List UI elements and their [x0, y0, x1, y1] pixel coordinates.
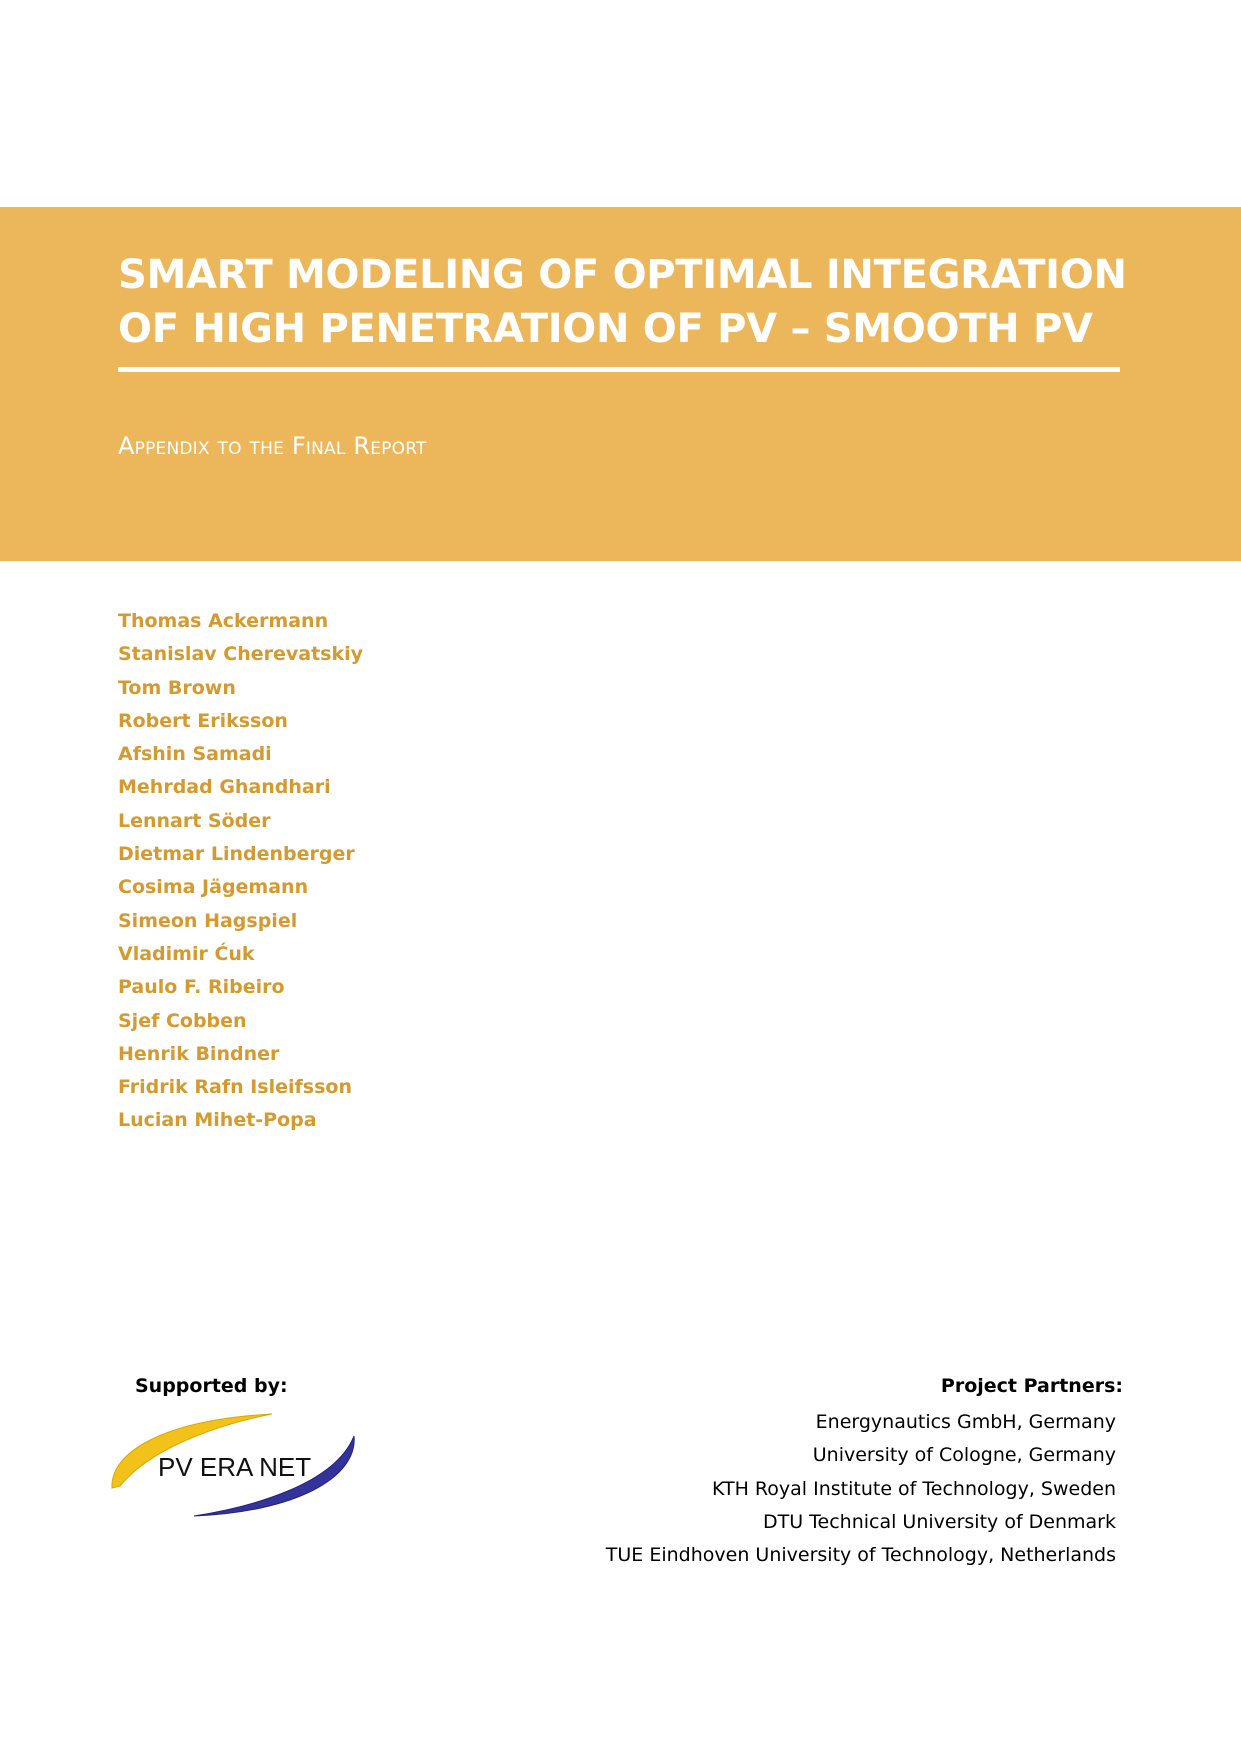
author-name: Mehrdad Ghandhari: [118, 776, 331, 799]
partner-item: TUE Eindhoven University of Technology, Netherlands: [605, 1544, 1116, 1567]
author-name: Henrik Bindner: [118, 1042, 280, 1065]
partner-item: DTU Technical University of Denmark: [762, 1510, 1116, 1533]
report-title: [118, 248, 1128, 356]
author-name: Tom Brown: [118, 676, 236, 699]
supported-by-label: Supported by:: [135, 1375, 288, 1397]
author-name: Dietmar Lindenberger: [118, 843, 355, 866]
author-name: Thomas Ackermann: [118, 610, 329, 632]
author-name: Vladimir Ćuk: [118, 942, 255, 965]
author-name: Afshin Samadi: [118, 743, 272, 766]
author-name: Lucian Mihet-Popa: [118, 1109, 317, 1132]
partner-item: University of Cologne, Germany: [812, 1444, 1116, 1467]
report-subtitle: Appendix to the Final Report: [118, 432, 427, 460]
author-name: Simeon Hagspiel: [118, 909, 298, 932]
logo-text: PV ERA NET: [158, 1452, 312, 1482]
partner-item: KTH Royal Institute of Technology, Sweden: [712, 1477, 1116, 1500]
title-underline-rule: [118, 367, 1120, 372]
report-title-line-2: OF HIGH PENETRATION OF PV – SMOOTH PV: [118, 306, 1093, 352]
author-name: Fridrik Rafn Isleifsson: [118, 1076, 352, 1099]
report-title-line-1: SMART MODELING OF OPTIMAL INTEGRATION: [118, 252, 1127, 298]
author-list: [118, 605, 363, 1138]
author-name: Sjef Cobben: [118, 1009, 247, 1032]
partner-list: [606, 1406, 1116, 1572]
author-name: Stanislav Cherevatskiy: [118, 643, 364, 666]
author-name: Robert Eriksson: [118, 709, 288, 732]
author-name: Paulo F. Ribeiro: [118, 976, 285, 999]
author-name: Lennart Söder: [118, 809, 271, 832]
project-partners-label: Project Partners:: [940, 1375, 1123, 1397]
partner-item: Energynautics GmbH, Germany: [815, 1411, 1116, 1433]
author-name: Cosima Jägemann: [118, 876, 309, 899]
